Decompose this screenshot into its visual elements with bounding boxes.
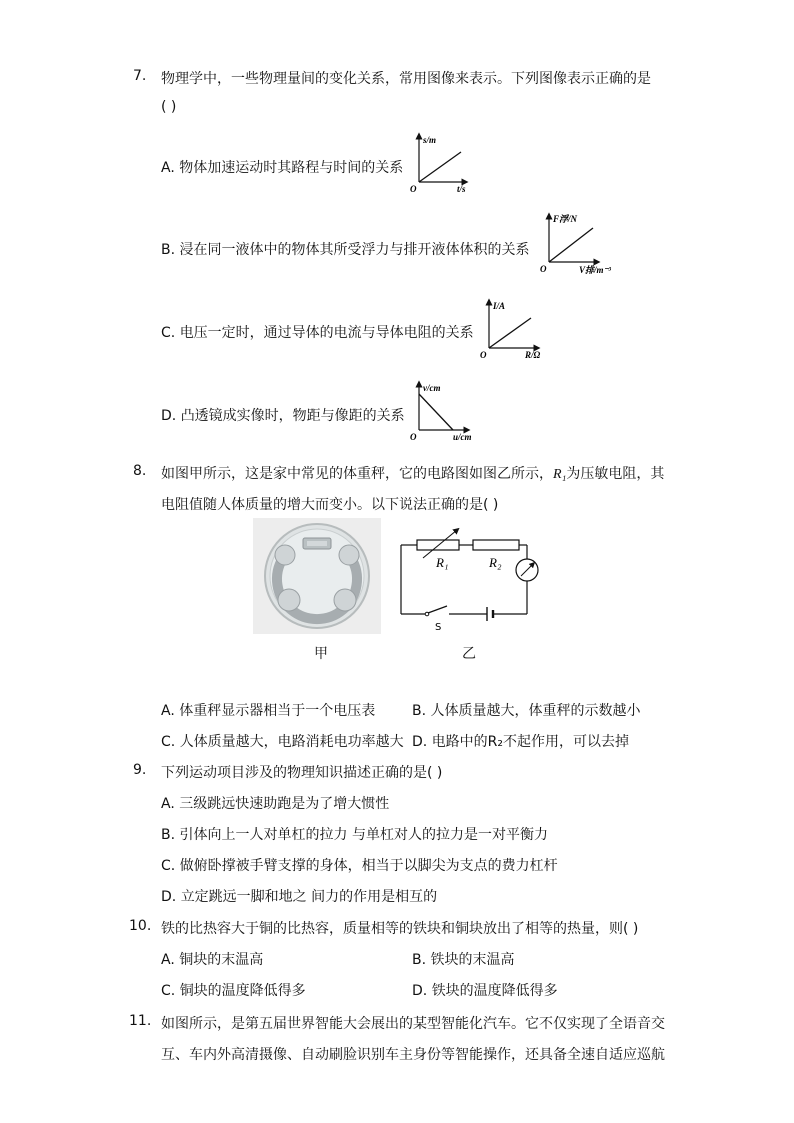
q8-option-b[interactable] [412, 700, 641, 720]
graph-line [419, 394, 453, 430]
option-text: 凸透镜成实像时，物距与像距的关系 [180, 408, 405, 424]
origin-label: O [410, 432, 417, 442]
question-9-number: 9. [133, 762, 147, 778]
label-switch: S [435, 622, 442, 632]
option-text: 铜块的温度降低得多 [179, 983, 306, 999]
option-text: 铁块的温度降低得多 [431, 983, 558, 999]
r1-symbol: R₁ [553, 467, 567, 482]
option-text: 三级跳远快速助跑是为了增大惯性 [179, 796, 390, 812]
option-label: B. [412, 703, 427, 719]
q10-option-d[interactable] [412, 980, 558, 1000]
option-label: A. [161, 796, 175, 812]
q8-option-a[interactable] [161, 700, 375, 720]
option-label: D. [412, 983, 428, 999]
option-label: B. [412, 952, 427, 968]
q7-graph-a [405, 130, 475, 196]
option-label: B. [161, 242, 176, 258]
question-8-stem-line1 [161, 463, 664, 483]
figure-label-yi: 乙 [462, 646, 476, 662]
option-text: 铜块的末温高 [179, 952, 264, 968]
q7-option-d[interactable] [161, 405, 405, 425]
option-label: B. [161, 827, 176, 843]
option-text: 铁块的末温高 [430, 952, 515, 968]
question-11-number: 11. [129, 1013, 152, 1029]
option-text: 电路中的R₂不起作用，可以去掉 [431, 734, 630, 750]
option-text: 体重秤显示器相当于一个电压表 [179, 703, 376, 719]
origin-label: O [540, 264, 547, 274]
option-text: 物体加速运动时其路程与时间的关系 [179, 160, 404, 176]
option-label: C. [161, 983, 176, 999]
q7-option-c[interactable] [161, 322, 474, 342]
graph-line [489, 318, 531, 348]
question-11-line1: 如图所示，是第五届世界智能大会展出的某型智能化汽车。它不仅实现了全语音交 [161, 1016, 665, 1032]
q7-graph-b [535, 210, 615, 278]
graph-line [419, 152, 461, 182]
graph-line [549, 228, 593, 262]
x-axis-label: u/cm [453, 432, 472, 442]
q10-option-b[interactable] [412, 949, 515, 969]
y-axis-label: I/A [493, 301, 506, 311]
option-label: A. [161, 703, 175, 719]
option-text: 人体质量越大，体重秤的示数越小 [430, 703, 641, 719]
y-axis-label: v/cm [423, 383, 441, 393]
option-text: 做俯卧撑被手臂支撑的身体，相当于以脚尖为支点的费力杠杆 [179, 858, 558, 874]
option-label: A. [161, 160, 175, 176]
q9-option-d[interactable] [161, 886, 437, 906]
question-7-number: 7. [133, 68, 147, 84]
option-label: A. [161, 952, 175, 968]
bathroom-scale-image [253, 518, 381, 634]
option-label: C. [161, 734, 176, 750]
q7-graph-d [407, 378, 482, 444]
question-8-number: 8. [133, 463, 147, 479]
option-label: D. [161, 889, 177, 905]
option-text: 人体质量越大，电路消耗电功率越大 [179, 734, 404, 750]
x-axis-label: V排/m⁻³ [579, 265, 611, 275]
q8-option-d[interactable] [412, 731, 629, 751]
q8-option-c[interactable] [161, 731, 404, 751]
option-text: 引体向上一人对单杠的拉力 与单杠对人的拉力是一对平衡力 [179, 827, 548, 843]
option-label: C. [161, 858, 176, 874]
resistor-r2 [473, 540, 519, 550]
option-text: 浸在同一液体中的物体其所受浮力与排开液体体积的关系 [179, 242, 530, 258]
option-label: D. [412, 734, 428, 750]
label-r1: R₁ [436, 555, 449, 570]
circuit-diagram [393, 526, 543, 632]
q7-option-b[interactable] [161, 239, 530, 259]
question-10-number: 10. [129, 918, 152, 934]
q9-option-b[interactable] [161, 824, 548, 844]
question-7-answer-paren: ( ) [161, 99, 177, 115]
question-8-stem-line2: 电阻值随人体质量的增大而变小。以下说法正确的是( ) [161, 497, 499, 513]
y-axis-label: s/m [423, 135, 437, 145]
x-axis-label: t/s [457, 184, 466, 194]
x-axis-label: R/Ω [525, 350, 541, 360]
option-text: 立定跳远一脚和地之 间力的作用是相互的 [180, 889, 438, 905]
q10-option-c[interactable] [161, 980, 306, 1000]
stem-text: 如图甲所示，这是家中常见的体重秤，它的电路图如图乙所示， [161, 466, 553, 482]
stem-text: 为压敏电阻，其 [566, 466, 665, 482]
question-9-stem: 下列运动项目涉及的物理知识描述正确的是( ) [161, 765, 443, 781]
origin-label: O [480, 350, 487, 360]
question-7-stem: 物理学中，一些物理量间的变化关系，常用图像来表示。下列图像表示正确的是 [161, 71, 651, 87]
option-text: 电压一定时，通过导体的电流与导体电阻的关系 [179, 325, 474, 341]
option-label: C. [161, 325, 176, 341]
q10-option-a[interactable] [161, 949, 263, 969]
origin-label: O [410, 184, 417, 194]
q7-option-a[interactable] [161, 157, 403, 177]
figure-label-jia: 甲 [314, 646, 328, 662]
label-r2: R₂ [489, 555, 502, 570]
y-axis-label: F浮/N [553, 214, 578, 224]
question-10-stem: 铁的比热容大于铜的比热容，质量相等的铁块和铜块放出了相等的热量，则( ) [161, 921, 639, 937]
q9-option-a[interactable] [161, 793, 389, 813]
question-11-line2: 互、车内外高清摄像、自动刷脸识别车主身份等智能操作，还具备全速自适应巡航 [161, 1047, 665, 1063]
option-label: D. [161, 408, 177, 424]
q9-option-c[interactable] [161, 855, 558, 875]
q7-graph-c [477, 296, 547, 362]
